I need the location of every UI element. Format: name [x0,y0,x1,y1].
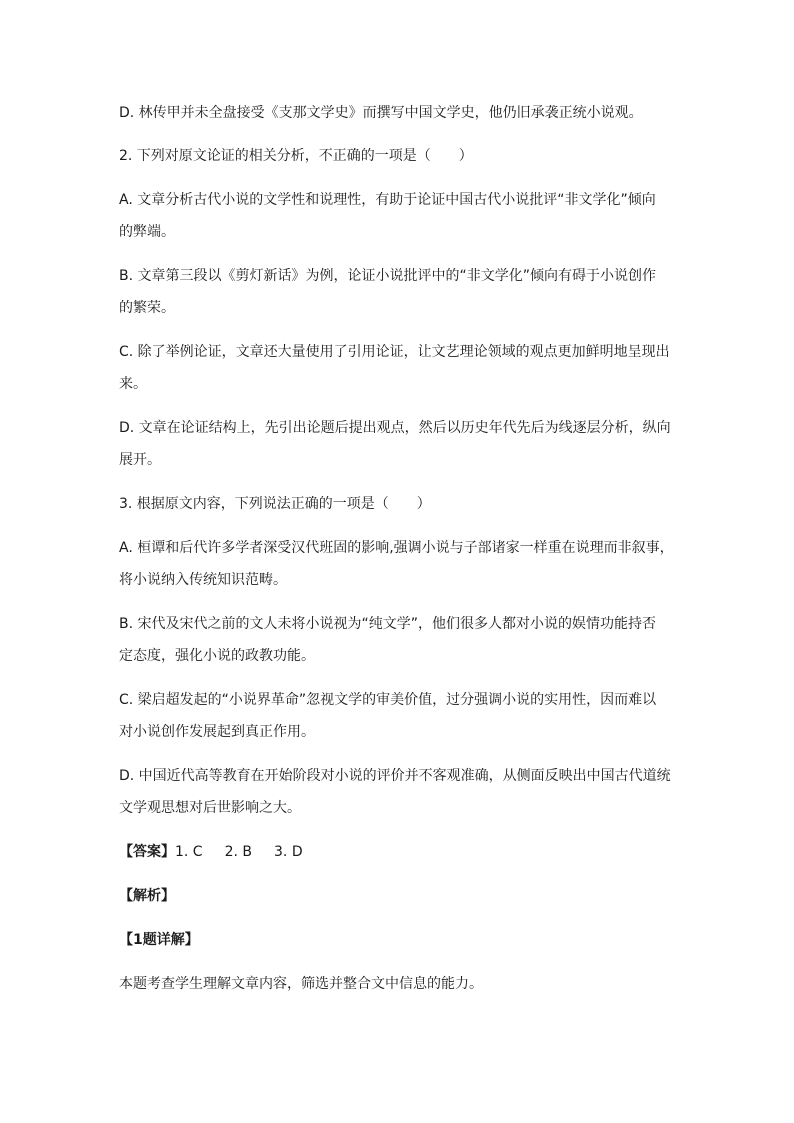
option-2b-line2: 的繁荣。 [119,300,175,316]
option-3c-line1: C. 梁启超发起的“小说界革命”忽视文学的审美价值，过分强调小说的实用性，因而难以 [119,692,657,708]
answer-item: 3. D [274,844,303,860]
option-3b-line2: 定态度，强化小说的政教功能。 [119,648,315,664]
option-1d: D. 林传甲并未全盘接受《支那文学史》而撰写中国文学史，他仍旧承袭正统小说观。 [119,105,643,121]
answer-line [119,842,679,862]
question-2: 2. 下列对原文论证的相关分析，不正确的一项是（ ） [119,148,473,164]
option-2a-line2: 的弊端。 [119,224,175,240]
option-3a-line1: A. 桓谭和后代许多学者深受汉代班固的影响,强调小说与子部诸家一样重在说理而非叙事， [119,540,674,556]
answer-label: 【答案】 [119,844,175,860]
option-2c-line1: C. 除了举例论证，文章还大量使用了引用论证，让文艺理论领域的观点更加鲜明地呈现出 [119,344,670,360]
answer-item: 1. C [175,844,203,860]
option-3c-line2: 对小说创作发展起到真正作用。 [119,724,315,740]
answer-item: 2. B [224,844,253,860]
option-3d-line2: 文学观思想对后世影响之大。 [119,800,301,816]
option-2b-line1: B. 文章第三段以《剪灯新话》为例，论证小说批评中的“非文学化”倾向有碍于小说创作 [119,268,657,284]
option-2d-line2: 展开。 [119,452,161,468]
option-2a-line1: A. 文章分析古代小说的文学性和说理性，有助于论证中国古代小说批评“非文学化”倾向 [119,192,656,208]
detail-text: 本题考查学生理解文章内容，筛选并整合文中信息的能力。 [119,976,483,992]
detail-label: 【1题详解】 [119,932,199,948]
option-3b-line1: B. 宋代及宋代之前的文人未将小说视为“纯文学”，他们很多人都对小说的娱情功能持否 [119,616,657,632]
analysis-label: 【解析】 [119,888,175,904]
option-2c-line2: 来。 [119,376,147,392]
question-3: 3. 根据原文内容，下列说法正确的一项是（ ） [119,496,431,512]
option-3a-line2: 将小说纳入传统知识范畴。 [119,572,287,588]
option-3d-line1: D. 中国近代高等教育在开始阶段对小说的评价并不客观准确，从侧面反映出中国古代道统 [119,768,671,784]
option-2d-line1: D. 文章在论证结构上，先引出论题后提出观点，然后以历史年代先后为线逐层分析，纵向 [119,420,671,436]
